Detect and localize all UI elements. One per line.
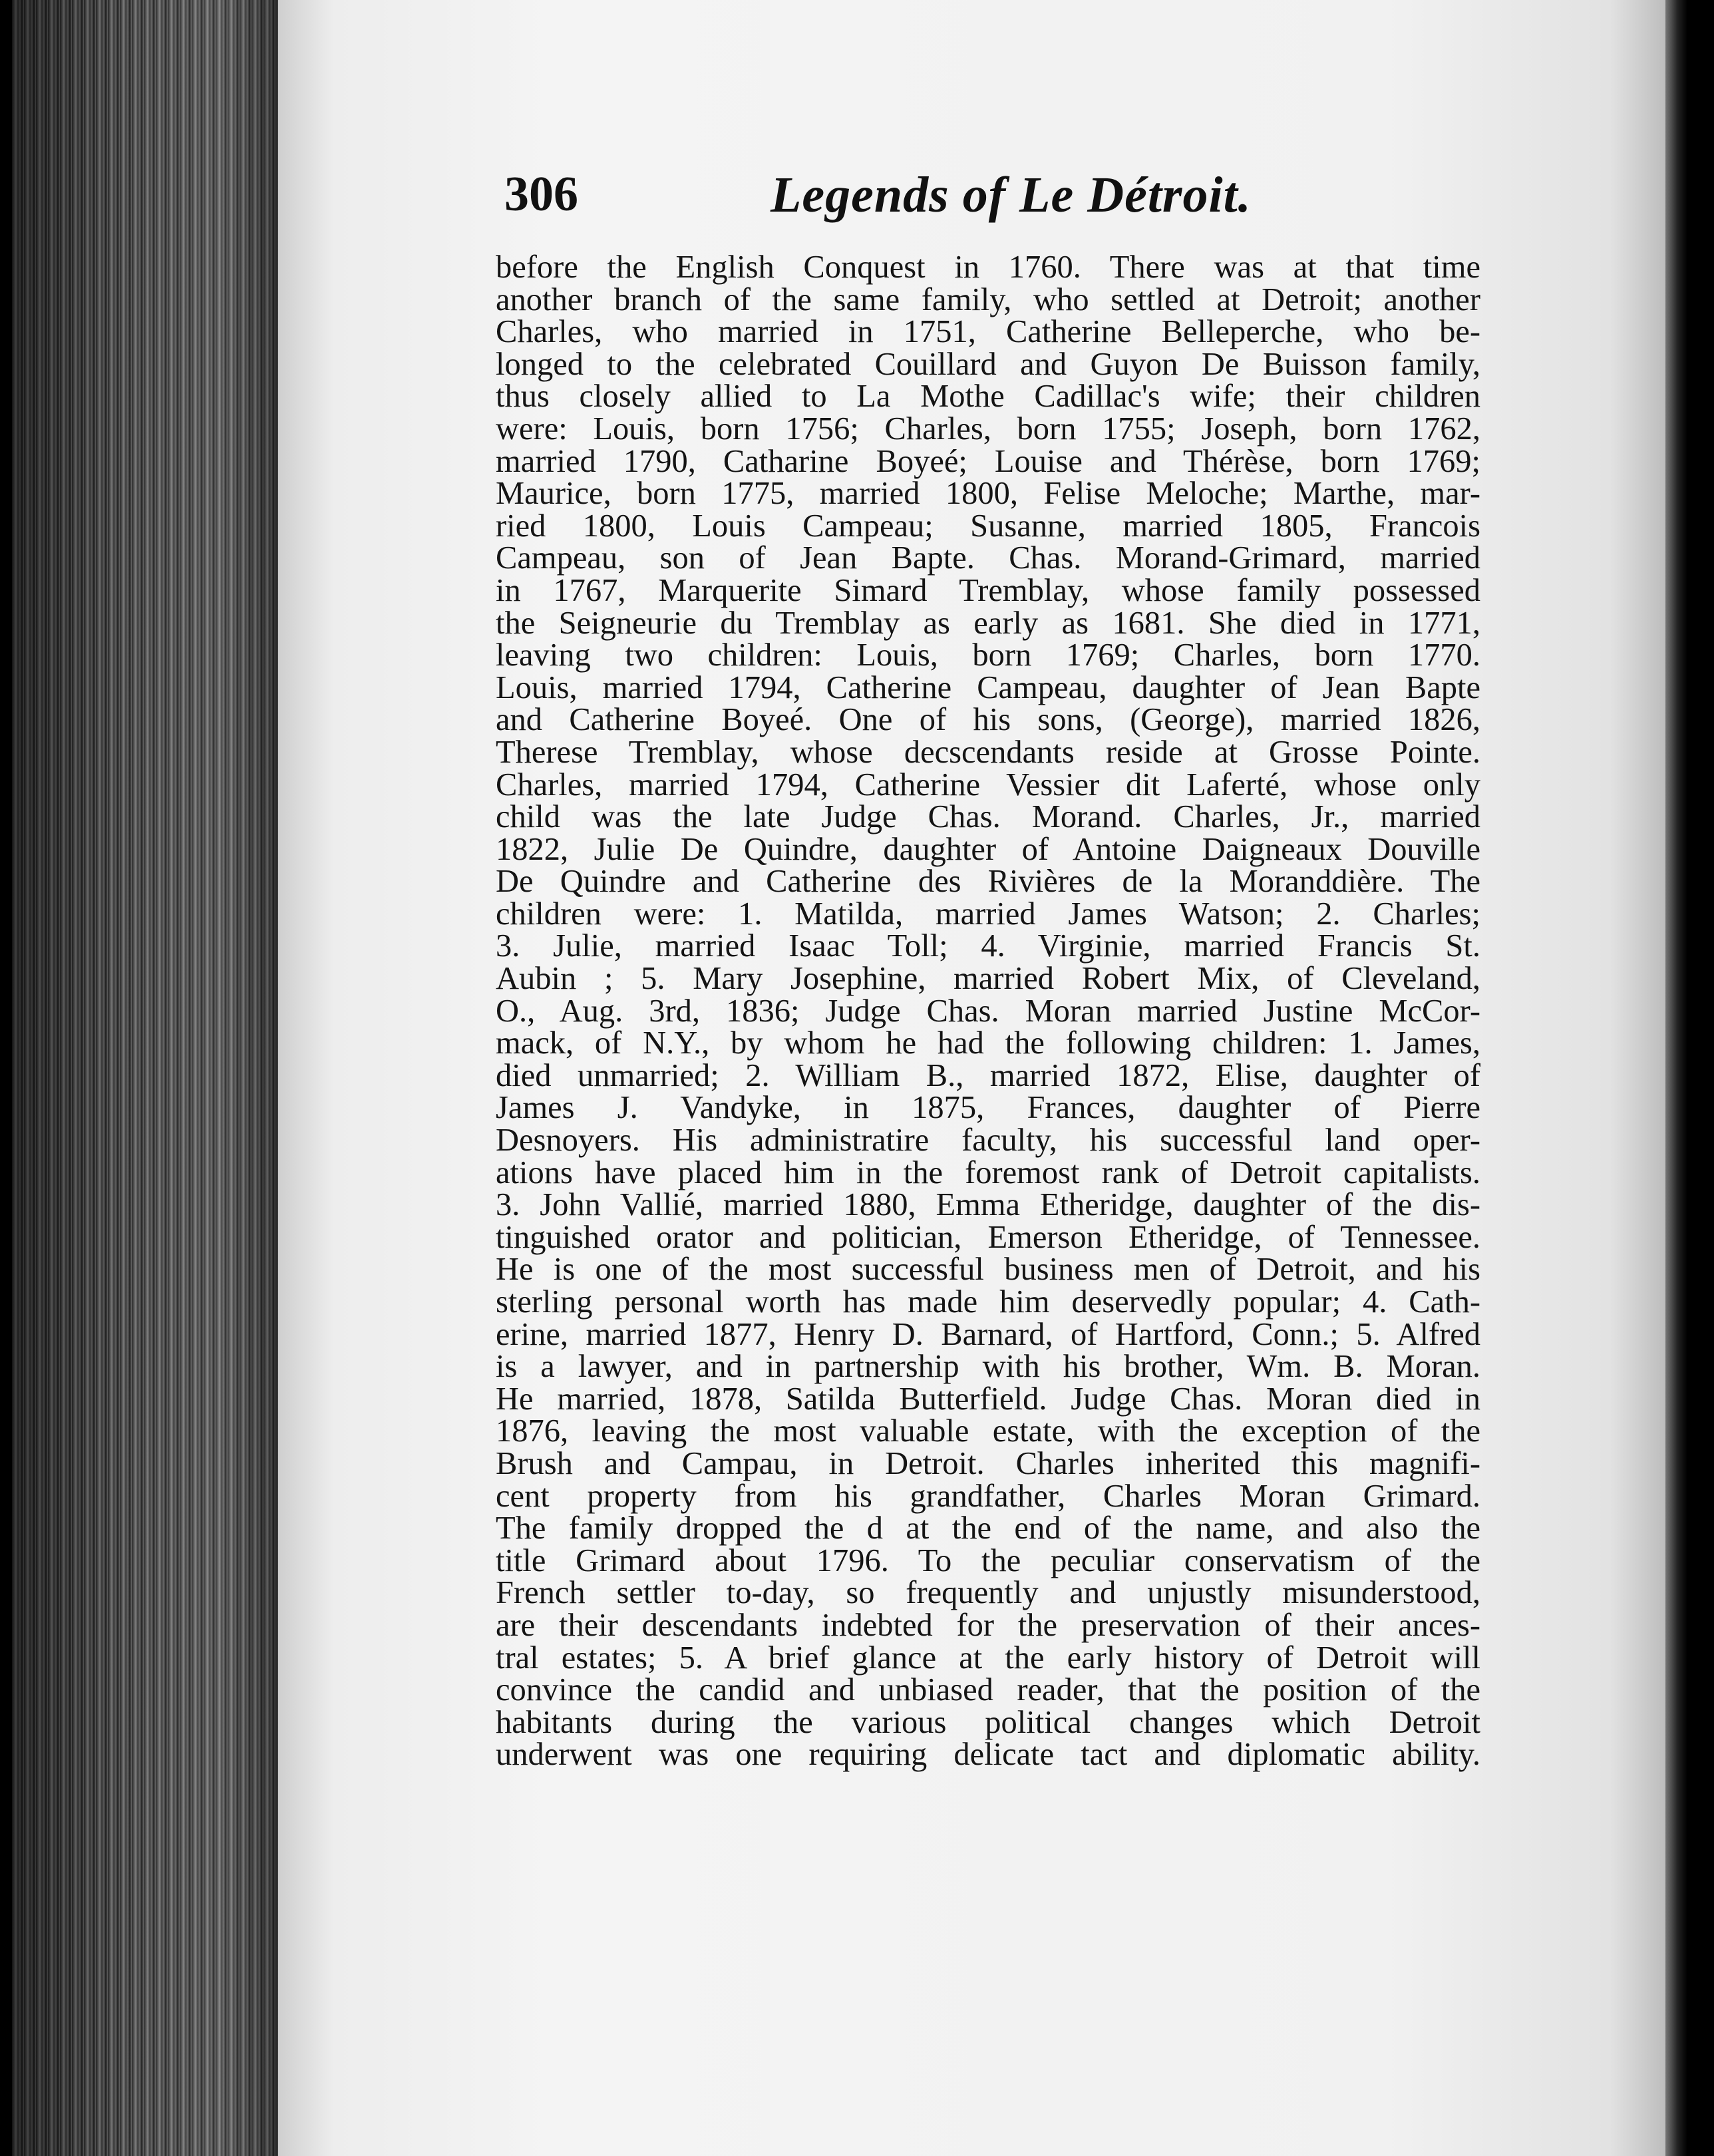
text-line: He is one of the most successful business men of Detroit, and his	[496, 1252, 1480, 1288]
body-text	[496, 252, 1480, 1771]
text-line: children were: 1. Matilda, married James Watson; 2. Charles;	[496, 896, 1480, 932]
text-line: in 1767, Marquerite Simard Tremblay, whose family possessed	[496, 572, 1480, 608]
text-line: married 1790, Catharine Boyeé; Louise and Thérèse, born 1769;	[496, 443, 1480, 479]
scan-border-right	[1665, 0, 1714, 2156]
scan-border-left	[0, 0, 12, 2156]
text-line: He married, 1878, Satilda Butterfield. Judge Chas. Moran died in	[496, 1381, 1480, 1417]
text-line: French settler to-day, so frequently and unjustly misunderstood,	[496, 1575, 1480, 1611]
text-line: the Seigneurie du Tremblay as early as 1681. She died in 1771,	[496, 605, 1480, 641]
text-line: 1876, leaving the most valuable estate, with the exception of the	[496, 1413, 1480, 1449]
text-line: child was the late Judge Chas. Morand. Charles, Jr., married	[496, 799, 1480, 835]
text-line: were: Louis, born 1756; Charles, born 1755; Joseph, born 1762,	[496, 411, 1480, 447]
text-line: is a lawyer, and in partnership with his brother, Wm. B. Moran.	[496, 1349, 1480, 1385]
running-title: Legends of Le Détroit.	[771, 167, 1252, 223]
text-line: Therese Tremblay, whose decscendants reside at Grosse Pointe.	[496, 734, 1480, 770]
text-line: Desnoyers. His administratire faculty, his successful land oper-	[496, 1123, 1480, 1159]
text-line: Brush and Campau, in Detroit. Charles inherited this magnifi-	[496, 1445, 1480, 1481]
text-line: are their descendants indebted for the preservation of their ances-	[496, 1607, 1480, 1643]
text-line: Aubin ; 5. Mary Josephine, married Robert Mix, of Cleveland,	[496, 961, 1480, 997]
text-line: habitants during the various political changes which Detroit	[496, 1704, 1480, 1740]
text-line: 3. Julie, married Isaac Toll; 4. Virginie, married Francis St.	[496, 928, 1480, 964]
text-line: ations have placed him in the foremost rank of Detroit capitalists.	[496, 1155, 1480, 1190]
text-line: De Quindre and Catherine des Rivières de la Moranddière. The	[496, 864, 1480, 900]
text-line: before the English Conquest in 1760. There was at that time	[496, 250, 1480, 285]
text-line: thus closely allied to La Mothe Cadillac's wife; their children	[496, 379, 1480, 415]
text-line: 1822, Julie De Quindre, daughter of Antoine Daigneaux Douville	[496, 831, 1480, 867]
text-line: died unmarried; 2. William B., married 1872, Elise, daughter of	[496, 1057, 1480, 1093]
text-line: ried 1800, Louis Campeau; Susanne, married 1805, Francois	[496, 508, 1480, 544]
text-line: The family dropped the d at the end of the name, and also the	[496, 1511, 1480, 1546]
text-line: Charles, who married in 1751, Catherine Belleperche, who be-	[496, 314, 1480, 350]
text-line: erine, married 1877, Henry D. Barnard, of Hartford, Conn.; 5. Alfred	[496, 1316, 1480, 1352]
text-line: sterling personal worth has made him deservedly popular; 4. Cath-	[496, 1284, 1480, 1320]
text-line: leaving two children: Louis, born 1769; Charles, born 1770.	[496, 637, 1480, 673]
text-line: longed to the celebrated Couillard and Guyon De Buisson family,	[496, 346, 1480, 382]
text-line: tral estates; 5. A brief glance at the early history of Detroit will	[496, 1640, 1480, 1676]
text-line: Louis, married 1794, Catherine Campeau, daughter of Jean Bapte	[496, 669, 1480, 705]
text-line: 3. John Vallié, married 1880, Emma Etheridge, daughter of the dis-	[496, 1187, 1480, 1223]
text-line: another branch of the same family, who settled at Detroit; another	[496, 281, 1480, 317]
text-line: Charles, married 1794, Catherine Vessier dit Laferté, whose only	[496, 767, 1480, 803]
text-line: Maurice, born 1775, married 1800, Felise Meloche; Marthe, mar-	[496, 476, 1480, 512]
text-line: James J. Vandyke, in 1875, Frances, daughter of Pierre	[496, 1090, 1480, 1126]
page-number: 306	[504, 167, 578, 222]
text-line: and Catherine Boyeé. One of his sons, (George), married 1826,	[496, 702, 1480, 738]
book-edge-shadow	[12, 0, 278, 2156]
text-line: convince the candid and unbiased reader, that the position of the	[496, 1672, 1480, 1708]
text-line: mack, of N.Y., by whom he had the following children: 1. James,	[496, 1025, 1480, 1061]
running-head	[504, 166, 1482, 240]
text-line: underwent was one requiring delicate tact and diplomatic ability.	[496, 1737, 1480, 1773]
text-line: title Grimard about 1796. To the peculiar conservatism of the	[496, 1542, 1480, 1578]
text-line: O., Aug. 3rd, 1836; Judge Chas. Moran married Justine McCor-	[496, 993, 1480, 1029]
text-line: tinguished orator and politician, Emerson Etheridge, of Tennessee.	[496, 1219, 1480, 1255]
text-line: cent property from his grandfather, Charles Moran Grimard.	[496, 1478, 1480, 1514]
text-line: Campeau, son of Jean Bapte. Chas. Morand-Grimard, married	[496, 540, 1480, 576]
